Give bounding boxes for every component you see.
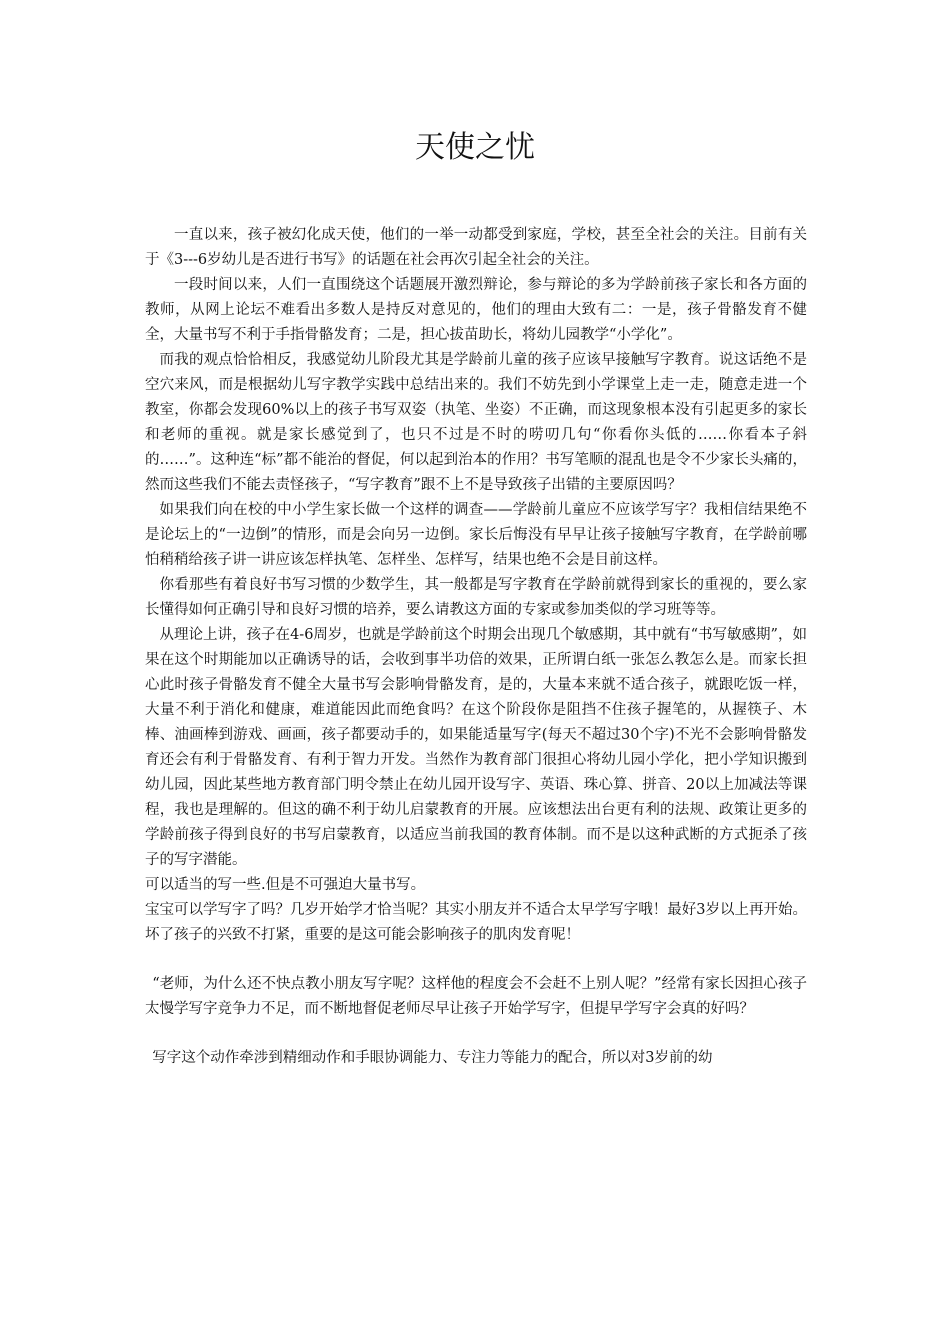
paragraph-10: 写字这个动作牵涉到精细动作和手眼协调能力、专注力等能力的配合，所以对3岁前的幼	[152, 1050, 713, 1066]
paragraph-9: “老师，为什么还不快点教小朋友写字呢？这样他的程度会不会赶不上别人呢？”经常有家长因担心孩子太慢学写字竞争力不足，而不断地督促老师尽早让孩子开始学写字，但提早学写字会真的好吗？	[145, 976, 807, 1017]
document-title: 天使之忧	[415, 130, 535, 165]
paragraph-5: 你看那些有着良好书写习惯的少数学生，其一般都是写字教育在学龄前就得到家长的重视的，要么家长懂得如何正确引导和良好习惯的培养，要么请教这方面的专家或参加类似的学习班等等。	[145, 577, 807, 618]
document-body	[145, 223, 807, 1071]
paragraph-8: 宝宝可以学写字了吗？几岁开始学才恰当呢？其实小朋友并不适合太早学写字哦！最好3岁以上再开始。坏了孩子的兴致不打紧，重要的是这可能会影响孩子的肌肉发育呢！	[145, 902, 807, 943]
paragraph-7: 可以适当的写一些.但是不可强迫大量书写。	[145, 877, 426, 893]
paragraph-3: 而我的观点恰恰相反，我感觉幼儿阶段尤其是学龄前儿童的孩子应该早接触写字教育。说这话绝不是空穴来风，而是根据幼儿写字教学实践中总结出来的。我们不妨先到小学课堂上走一走，随意走进一个教室，你都会发现60%以上的孩子书写双姿（执笔、坐姿）不正确，而这现象根本没有引起更多的家长和老师的重视。就是家长感觉到了，也只不过是不时的唠叨几句“你看你头低的……你看本子斜的……”。这种连“标”都不能治的督促，何以起到治本的作用？书写笔顺的混乱也是令不少家长头痛的，然而这些我们不能去责怪孩子，“写字教育”跟不上不是导致孩子出错的主要原因吗？	[145, 352, 807, 493]
paragraph-2: 一段时间以来，人们一直围绕这个话题展开激烈辩论，参与辩论的多为学龄前孩子家长和各方面的教师，从网上论坛不难看出多数人是持反对意见的，他们的理由大致有二：一是，孩子骨骼发育不健全，大量书写不利于手指骨骼发育；二是，担心拔苗助长，将幼儿园教学“小学化”。	[145, 277, 807, 343]
paragraph-4: 如果我们向在校的中小学生家长做一个这样的调查——学龄前儿童应不应该学写字？我相信结果绝不是论坛上的“一边倒”的情形，而是会向另一边倒。家长后悔没有早早让孩子接触写字教育，在学龄前哪怕稍稍给孩子讲一讲应该怎样执笔、怎样坐、怎样写，结果也绝不会是目前这样。	[145, 502, 807, 568]
paragraph-6: 从理论上讲，孩子在4-6周岁，也就是学龄前这个时期会出现几个敏感期，其中就有“书写敏感期”，如果在这个时期能加以正确诱导的话，会收到事半功倍的效果，正所谓白纸一张怎么教怎么是。而家长担心此时孩子骨骼发育不健全大量书写会影响骨骼发育，是的，大量本来就不适合孩子，就跟吃饭一样，大量不利于消化和健康，难道能因此而绝食吗？在这个阶段你是阻挡不住孩子握笔的，从握筷子、木棒、油画棒到游戏、画画，孩子都要动手的，如果能适量写字(每天不超过30个字)不光不会影响骨骼发育还会有利于骨骼发育、有利于智力开发。当然作为教育部门很担心将幼儿园小学化，把小学知识搬到幼儿园，因此某些地方教育部门明令禁止在幼儿园开设写字、英语、珠心算、拼音、20以上加减法等课程，我也是理解的。但这的确不利于幼儿启蒙教育的开展。应该想法出台更有利的法规、政策让更多的学龄前孩子得到良好的书写启蒙教育，以适应当前我国的教育体制。而不是以这种武断的方式扼杀了孩子的写字潜能。	[145, 627, 807, 868]
paragraph-1: 一直以来，孩子被幻化成天使，他们的一举一动都受到家庭，学校，甚至全社会的关注。目前有关于《3---6岁幼儿是否进行书写》的话题在社会再次引起全社会的关注。	[145, 227, 807, 268]
